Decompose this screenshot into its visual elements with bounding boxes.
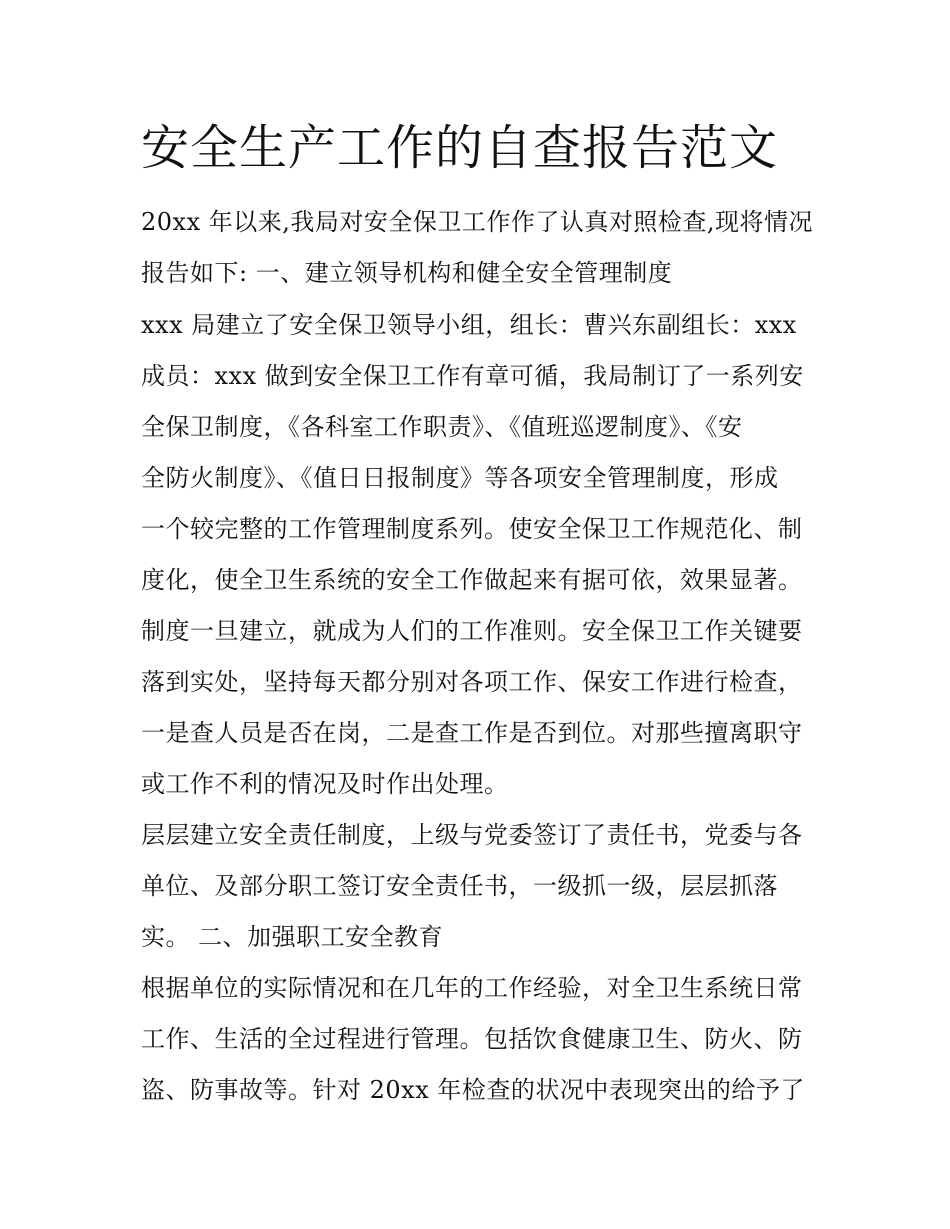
body-line-18: 盗、防事故等。针对 20xx 年检查的状况中表现突出的给予了 (141, 1076, 805, 1104)
body-line-17: 工作、生活的全过程进行管理。包括饮食健康卫生、防火、防 (141, 1025, 803, 1053)
body-line-3: xxx 局建立了安全保卫领导小组，组长：曹兴东副组长：xxx (141, 311, 797, 339)
body-line-12: 或工作不利的情况及时作出处理。 (141, 770, 509, 798)
body-line-9: 制度一旦建立，就成为人们的工作准则。安全保卫工作关键要 (141, 617, 803, 645)
body-line-10: 落到实处，坚持每天都分别对各项工作、保安工作进行检查， (141, 668, 803, 696)
body-line-1: 20xx 年以来,我局对安全保卫工作作了认真对照检查,现将情况 (141, 208, 813, 236)
body-line-2: 报告如下: 一、建立领导机构和健全安全管理制度 (141, 259, 673, 287)
body-line-5: 全保卫制度，《各科室工作职责》、《值班巡逻制度》、《安 (141, 413, 743, 441)
body-line-16: 根据单位的实际情况和在几年的工作经验，对全卫生系统日常 (141, 974, 803, 1002)
body-line-15: 实。 二、加强职工安全教育 (141, 923, 444, 951)
body-line-6: 全防火制度》、《值日日报制度》等各项安全管理制度，形成 (141, 464, 779, 492)
document-title: 安全生产工作的自查报告范文 (141, 120, 779, 176)
body-line-13: 层层建立安全责任制度，上级与党委签订了责任书，党委与各 (141, 821, 803, 849)
body-line-8: 度化，使全卫生系统的安全工作做起来有据可依，效果显著。 (141, 566, 803, 594)
body-line-4: 成员：xxx 做到安全保卫工作有章可循，我局制订了一系列安 (141, 362, 804, 390)
body-line-14: 单位、及部分职工签订安全责任书，一级抓一级，层层抓落 (141, 872, 778, 900)
body-line-7: 一个较完整的工作管理制度系列。使安全保卫工作规范化、制 (141, 515, 803, 543)
body-line-11: 一是查人员是否在岗，二是查工作是否到位。对那些擅离职守 (141, 719, 803, 747)
